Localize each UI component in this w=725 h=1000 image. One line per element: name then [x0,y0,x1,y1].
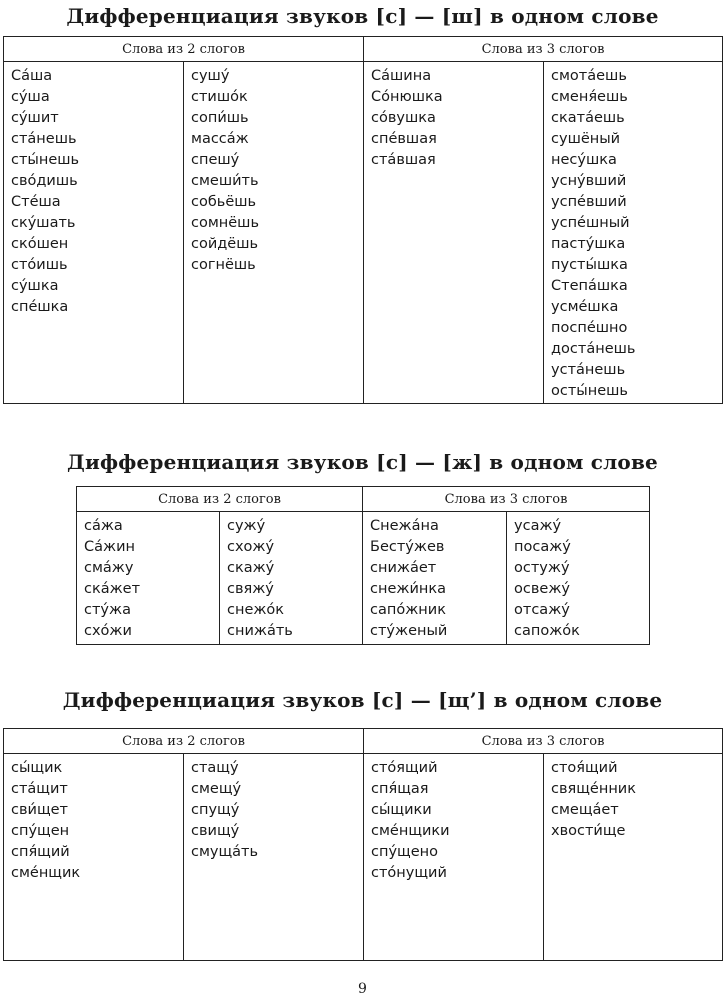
header-3-syllables: Слова из 3 слогов [364,729,723,754]
word-item: пасту́шка [551,236,626,252]
word-item: спешу́ [191,152,240,168]
word-item: стащу́ [191,760,239,776]
header-3-syllables: Слова из 3 слогов [363,487,650,512]
word-item: спу́щен [11,823,70,839]
word-item: ста́щит [11,781,68,797]
word-item: сто́нущий [371,865,447,881]
word-item: сменя́ешь [551,89,628,105]
column-2-syllables-b [220,512,363,645]
column-3-syllables-a [363,512,507,645]
word-item: смота́ешь [551,68,627,84]
word-item: ско́шен [11,236,69,252]
word-item: схожу́ [227,539,275,555]
word-item: со́вушка [371,110,436,126]
word-item: смуща́ть [191,844,259,860]
header-2-syllables: Слова из 2 слогов [4,729,364,754]
word-item: сапо́жник [370,602,446,618]
word-item: сомнёшь [191,215,259,231]
word-item: су́шит [11,110,59,126]
column-3-syllables-a [364,754,544,961]
word-item: свяжу́ [227,581,274,597]
word-item: сво́дишь [11,173,78,189]
word-item: сто́ящий [371,760,438,776]
word-item: спущу́ [191,802,240,818]
word-item: хвости́ще [551,823,626,839]
word-item: остужу́ [514,560,570,576]
word-item: сма́жу [84,560,134,576]
column-2-syllables-a [4,62,184,404]
word-item: пусты́шка [551,257,628,273]
word-item: Степа́шка [551,278,628,294]
section-title-s-shch: Дифференциация звуков [с] — [щ’] в одном слове [62,688,663,712]
word-item: согнёшь [191,257,256,273]
word-item: снижа́ет [370,560,437,576]
word-item: успе́вший [551,194,627,210]
word-item: усну́вший [551,173,627,189]
word-item: сты́нешь [11,152,80,168]
word-item: сужу́ [227,518,266,534]
word-item: Сте́ша [11,194,61,210]
word-item: поспе́шно [551,320,628,336]
column-3-syllables-b [507,512,650,645]
word-item: уста́нешь [551,362,626,378]
word-item: масса́ж [191,131,249,147]
word-item: сме́нщик [11,865,81,881]
word-item: сы́щик [11,760,63,776]
word-item: несу́шка [551,152,617,168]
word-item: усме́шка [551,299,619,315]
word-item: собьёшь [191,194,257,210]
word-item: ску́шать [11,215,76,231]
word-item: сви́щет [11,802,68,818]
header-2-syllables: Слова из 2 слогов [4,37,364,62]
word-item: Са́шина [371,68,432,84]
word-item: ска́жет [84,581,141,597]
column-3-syllables-a [364,62,544,404]
column-2-syllables-b [184,62,364,404]
word-item: сту́женый [370,623,448,639]
word-item: стишо́к [191,89,248,105]
word-item: осты́нешь [551,383,628,399]
column-3-syllables-b [544,754,723,961]
word-item: сапожо́к [514,623,580,639]
word-item: спя́щая [371,781,429,797]
word-item: ста́вшая [371,152,436,168]
word-item: су́шка [11,278,59,294]
column-3-syllables-b [544,62,723,404]
word-item: скажу́ [227,560,275,576]
word-item: смеши́ть [191,173,259,189]
word-item: снежо́к [227,602,285,618]
word-item: смещу́ [191,781,242,797]
word-item: схо́жи [84,623,132,639]
word-item: спе́вшая [371,131,437,147]
word-item: ста́нешь [11,131,77,147]
word-item: стоя́щий [551,760,618,776]
table-s-zh [76,486,650,645]
word-item: спе́шка [11,299,69,315]
word-item: сы́щики [371,802,432,818]
word-item: сто́ишь [11,257,68,273]
word-item: смеща́ет [551,802,619,818]
word-item: спя́щий [11,844,70,860]
word-item: сме́нщики [371,823,450,839]
page-number: 9 [358,981,367,997]
word-item: доста́нешь [551,341,636,357]
word-item: са́жа [84,518,123,534]
word-item: спу́щено [371,844,438,860]
word-item: снижа́ть [227,623,293,639]
word-item: успе́шный [551,215,630,231]
header-2-syllables: Слова из 2 слогов [77,487,363,512]
word-item: сту́жа [84,602,131,618]
table-s-shch [3,728,723,961]
word-item: снежи́нка [370,581,446,597]
word-item: свяще́нник [551,781,636,797]
table-s-sh [3,36,723,404]
word-item: ската́ешь [551,110,625,126]
column-2-syllables-a [4,754,184,961]
column-2-syllables-b [184,754,364,961]
word-item: отсажу́ [514,602,570,618]
word-item: су́ша [11,89,50,105]
column-2-syllables-a [77,512,220,645]
word-item: Со́нюшка [371,89,443,105]
word-item: Бесту́жев [370,539,445,555]
word-item: усажу́ [514,518,562,534]
word-item: сойдёшь [191,236,259,252]
word-item: сопи́шь [191,110,249,126]
section-title-s-zh: Дифференциация звуков [с] — [ж] в одном слове [67,450,658,474]
word-item: Са́жин [84,539,135,555]
word-item: посажу́ [514,539,571,555]
word-item: сушу́ [191,68,230,84]
word-item: свищу́ [191,823,240,839]
word-item: Снежа́на [370,518,439,534]
word-item: освежу́ [514,581,570,597]
word-item: Са́ша [11,68,53,84]
word-item: сушёный [551,131,621,147]
section-title-s-sh: Дифференциация звуков [с] — [ш] в одном слове [66,4,659,28]
header-3-syllables: Слова из 3 слогов [364,37,723,62]
